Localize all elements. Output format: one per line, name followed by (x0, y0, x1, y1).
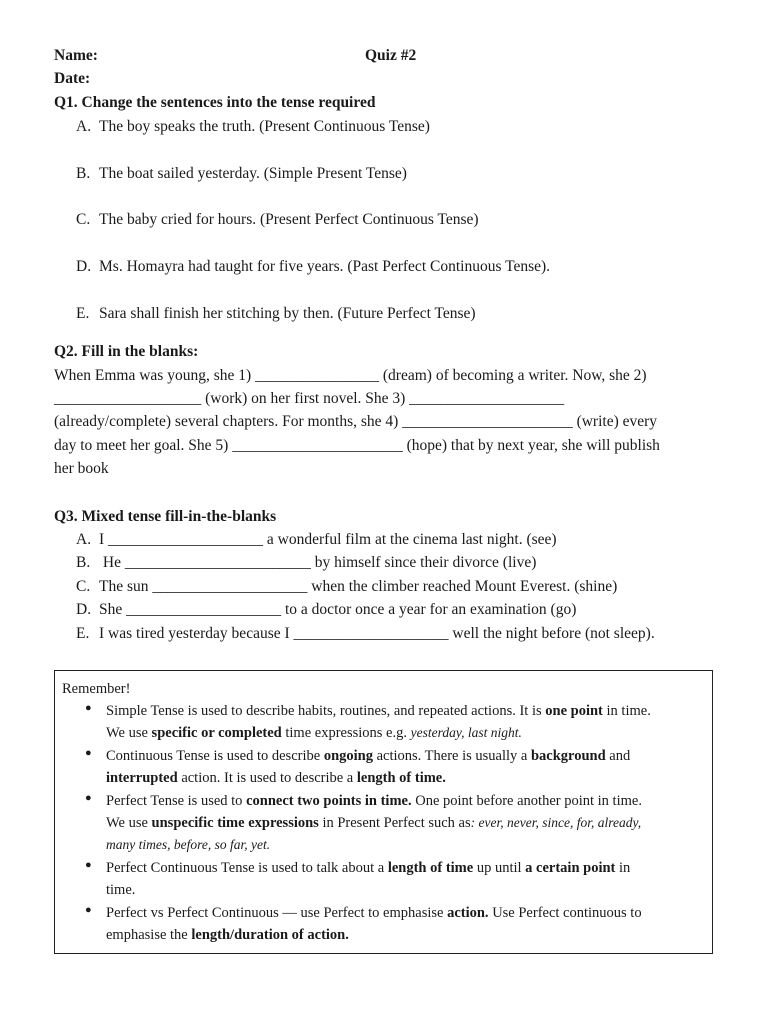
q2-heading: Q2. Fill in the blanks: (54, 343, 199, 360)
bullet-icon: ● (85, 747, 92, 759)
q3-item-b: B. He ________________________ by himself since their divorce (live) (76, 554, 537, 571)
remember-title: Remember! (62, 681, 131, 697)
name-label: Name: (54, 47, 98, 64)
q2-line-3: (already/complete) several chapters. For months, she 4) ______________________ (write) every (54, 413, 658, 430)
remember-b4-line1: Perfect Continuous Tense is used to talk about a length of time up until a certain point in (106, 860, 631, 876)
q3-heading: Q3. Mixed tense fill-in-the-blanks (54, 508, 277, 525)
remember-box (54, 670, 713, 954)
q2-line-4: day to meet her goal. She 5) ______________________ (hope) that by next year, she will publish (54, 437, 660, 454)
q2-line-5: her book (54, 460, 109, 477)
remember-b2-line1: Continuous Tense is used to describe ongoing actions. There is usually a background and (106, 748, 631, 764)
remember-b1-line1: Simple Tense is used to describe habits, routines, and repeated actions. It is one point in time. (106, 703, 651, 719)
q2-line-1: When Emma was young, she 1) ________________ (dream) of becoming a writer. Now, she 2) (54, 367, 647, 384)
remember-b3-line2: We use unspecific time expressions in Present Perfect such as: ever, never, since, for, already, (106, 815, 642, 831)
q1-item-b: B. The boat sailed yesterday. (Simple Present Tense) (76, 165, 407, 182)
remember-b3-line3: many times, before, so far, yet. (106, 837, 271, 852)
q2-line-2: ___________________ (work) on her first novel. She 3) ____________________ (54, 390, 565, 407)
q3-item-d: D. She ____________________ to a doctor once a year for an examination (go) (76, 601, 577, 618)
remember-b5-line2: emphasise the length/duration of action. (106, 927, 349, 943)
bullet-icon: ● (85, 792, 92, 804)
remember-b5-line1: Perfect vs Perfect Continuous — use Perfect to emphasise action. Use Perfect continuous to (106, 905, 642, 921)
q3-item-c: C. The sun ____________________ when the climber reached Mount Everest. (shine) (76, 578, 618, 595)
q1-item-c: C. The baby cried for hours. (Present Perfect Continuous Tense) (76, 211, 479, 228)
q1-item-d: D. Ms. Homayra had taught for five years. (Past Perfect Continuous Tense). (76, 258, 551, 275)
quiz-title: Quiz #2 (365, 47, 417, 64)
q3-item-a: A. I ____________________ a wonderful film at the cinema last night. (see) (76, 531, 557, 548)
date-label: Date: (54, 70, 91, 87)
remember-b1-line2: We use specific or completed time expressions e.g. yesterday, last night. (106, 725, 522, 741)
bullet-icon: ● (85, 904, 92, 916)
remember-b4-line2: time. (106, 882, 136, 898)
q1-item-a: A. The boy speaks the truth. (Present Continuous Tense) (76, 118, 430, 135)
q1-heading: Q1. Change the sentences into the tense required (54, 94, 376, 111)
bullet-icon: ● (85, 859, 92, 871)
q1-item-e: E. Sara shall finish her stitching by then. (Future Perfect Tense) (76, 305, 476, 322)
remember-b2-line2: interrupted action. It is used to describe a length of time. (106, 770, 446, 786)
q3-item-e: E. I was tired yesterday because I ____________________ well the night before (not sleep). (76, 625, 655, 642)
bullet-icon: ● (85, 702, 92, 714)
remember-b3-line1: Perfect Tense is used to connect two points in time. One point before another point in time. (106, 793, 642, 809)
